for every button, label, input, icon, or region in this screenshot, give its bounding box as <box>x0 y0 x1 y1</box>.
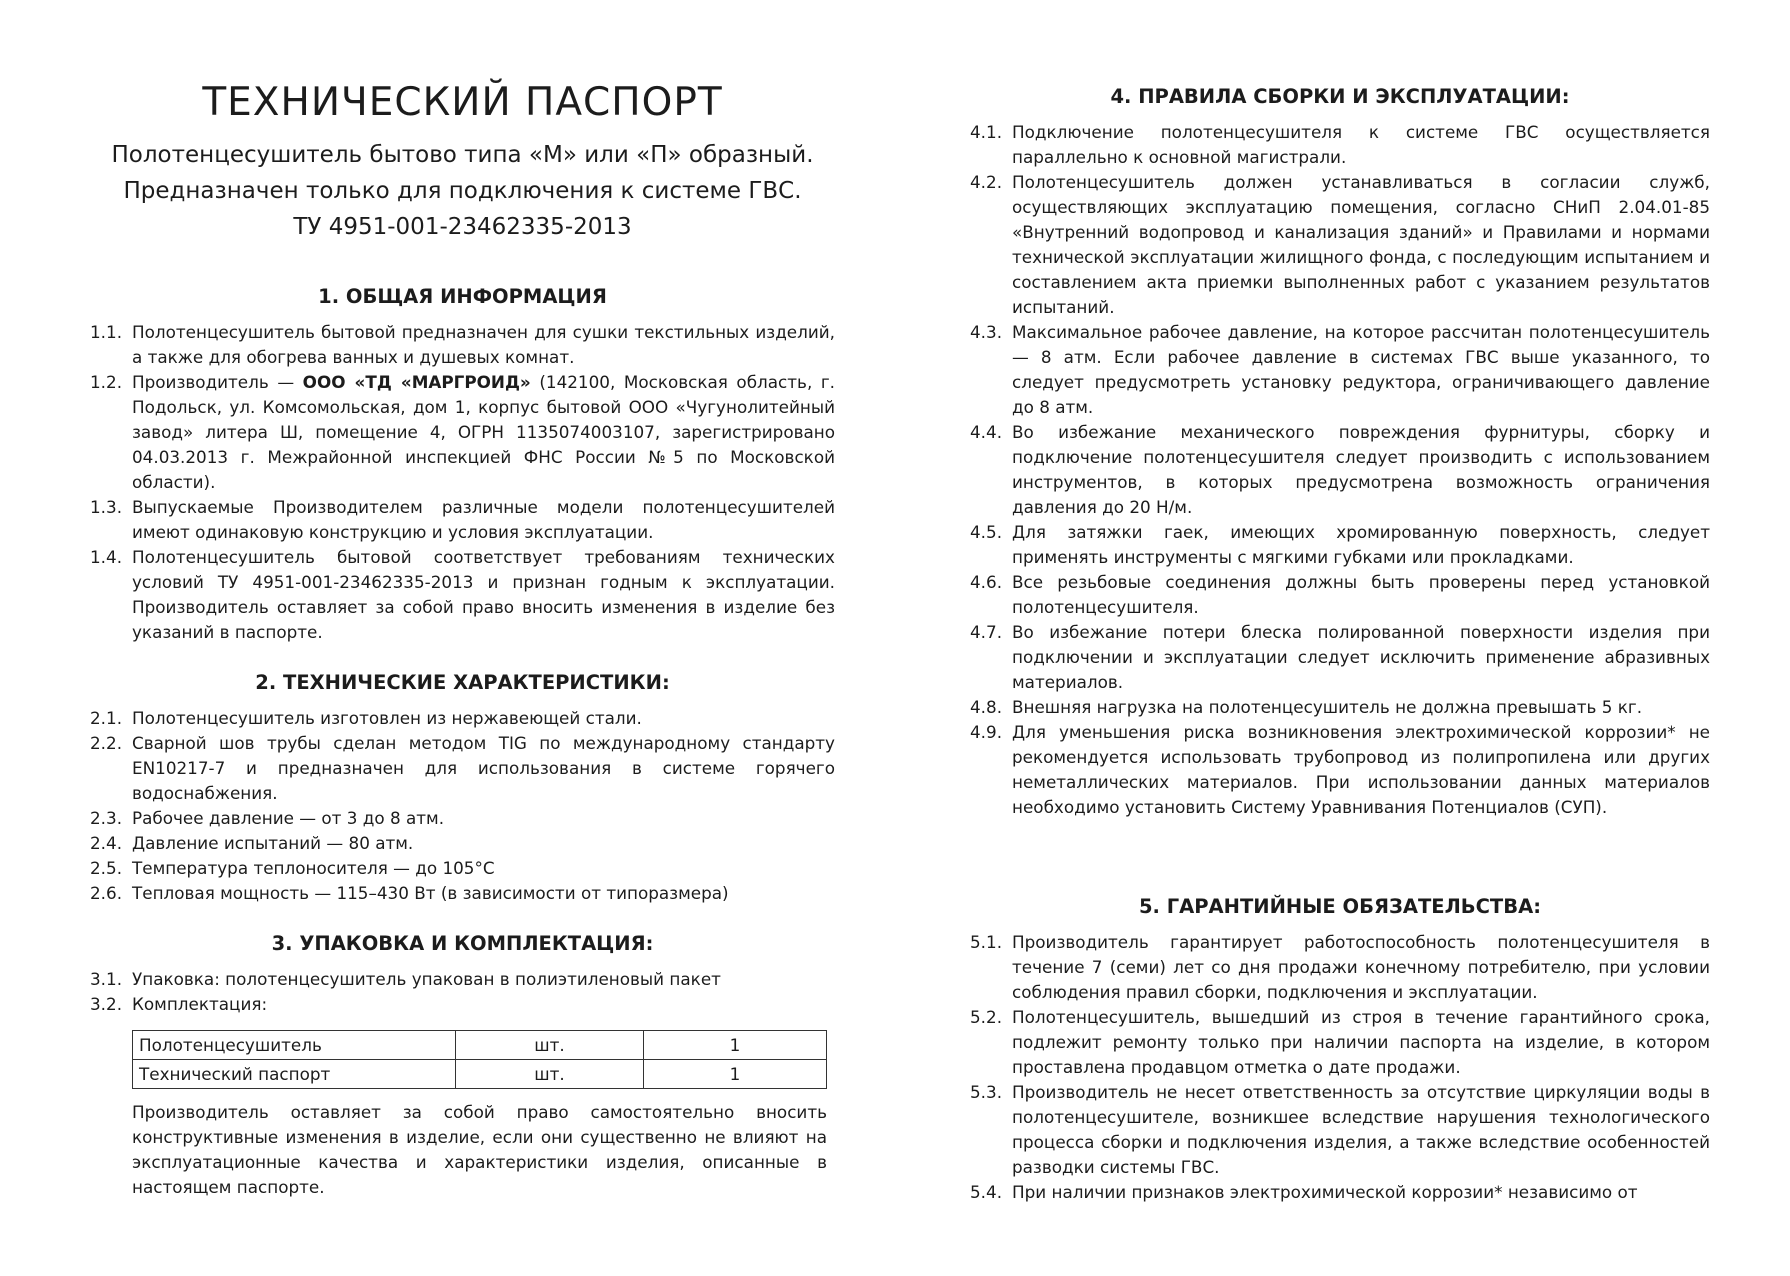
subtitle-line-1: Полотенцесушитель бытово типа «М» или «П» образный. <box>111 142 814 168</box>
list-item <box>90 881 835 906</box>
item-text: Подключение полотенцесушителя к системе ГВС осуществляется параллельно к основной магистрали. <box>1012 122 1710 167</box>
item-text: Давление испытаний — 80 атм. <box>132 833 414 853</box>
item-text: Тепловая мощность — 115–430 Вт (в зависимости от типоразмера) <box>132 883 729 903</box>
section-3-list <box>90 967 835 1017</box>
table-row <box>133 1060 827 1089</box>
item-text: Выпускаемые Производителем различные модели полотенцесушителей имеют одинаковую конструкцию и условия эксплуатации. <box>132 497 835 542</box>
item-number: 1.1. <box>90 322 123 342</box>
item-text: При наличии признаков электрохимической коррозии* независимо от <box>1012 1182 1638 1202</box>
section-4-list <box>970 120 1710 820</box>
item-number: 4.6. <box>970 572 1003 592</box>
item-number: 1.2. <box>90 372 123 392</box>
item-text: Сварной шов трубы сделан методом TIG по международному стандарту EN10217-7 и предназначен для использования в системе горячего водоснабжения. <box>132 733 835 803</box>
list-item <box>90 545 835 645</box>
item-text: Температура теплоносителя — до 105°C <box>132 858 495 878</box>
item-number: 2.2. <box>90 733 123 753</box>
list-item <box>90 831 835 856</box>
item-text: Полотенцесушитель бытовой соответствует требованиям технических условий ТУ 4951-001-23462335-2013 и признан годным к эксплуатации. Производитель оставляет за собой право вносить изменения в изделие без указаний в паспорте. <box>132 547 835 642</box>
item-text: Внешняя нагрузка на полотенцесушитель не должна превышать 5 кг. <box>1012 697 1643 717</box>
list-item <box>90 806 835 831</box>
item-number: 4.3. <box>970 322 1003 342</box>
item-number: 5.2. <box>970 1007 1003 1027</box>
item-number: 4.8. <box>970 697 1003 717</box>
item-number: 5.3. <box>970 1082 1003 1102</box>
list-item <box>970 695 1710 720</box>
list-item <box>970 1080 1710 1180</box>
list-item <box>90 992 835 1017</box>
list-item <box>90 967 835 992</box>
list-item <box>970 170 1710 320</box>
item-number: 1.4. <box>90 547 123 567</box>
section-5-list <box>970 930 1710 1205</box>
list-item <box>970 120 1710 170</box>
kit-item-name: Технический паспорт <box>133 1060 456 1089</box>
section-3-heading: 3. УПАКОВКА И КОМПЛЕКТАЦИЯ: <box>271 932 654 955</box>
item-text: Во избежание потери блеска полированной поверхности изделия при подключении и эксплуатации следует исключить применение абразивных материалов. <box>1012 622 1710 692</box>
item-number: 1.3. <box>90 497 123 517</box>
subtitle-line-3: ТУ 4951-001-23462335-2013 <box>293 214 632 240</box>
item-number: 4.7. <box>970 622 1003 642</box>
item-number: 2.4. <box>90 833 123 853</box>
item-number: 2.5. <box>90 858 123 878</box>
list-item <box>970 570 1710 620</box>
item-text: Производитель гарантирует работоспособность полотенцесушителя в течение 7 (семи) лет со дня продажи конечному потребителю, при условии соблюдения правил сборки, подключения и эксплуатации. <box>1012 932 1710 1002</box>
item-text: Во избежание механического повреждения фурнитуры, сборку и подключение полотенцесушителя следует производить с использованием инструментов, в которых предусмотрена возможность ограничения давления до 20 Н/м. <box>1012 422 1710 517</box>
manufacturer-name: ООО «ТД «МАРГРОИД» <box>302 372 531 392</box>
item-text: Для затяжки гаек, имеющих хромированную поверхность, следует применять инструменты с мягкими губками или прокладками. <box>1012 522 1710 567</box>
item-text: Полотенцесушитель, вышедший из строя в течение гарантийного срока, подлежит ремонту только при наличии паспорта на изделие, в котором проставлена продавцом отметка о дате продажи. <box>1012 1007 1710 1077</box>
page-title: ТЕХНИЧЕСКИЙ ПАСПОРТ <box>202 80 723 125</box>
section-2-list <box>90 706 835 906</box>
list-item <box>970 520 1710 570</box>
section-4-heading: 4. ПРАВИЛА СБОРКИ И ЭКСПЛУАТАЦИИ: <box>1110 85 1570 108</box>
item-number: 4.1. <box>970 122 1003 142</box>
section-1-list <box>90 320 835 645</box>
subtitle-line-2: Предназначен только для подключения к системе ГВС. <box>123 178 802 204</box>
kit-item-qty: 1 <box>644 1060 827 1089</box>
item-number: 4.5. <box>970 522 1003 542</box>
kit-item-unit: шт. <box>456 1060 644 1089</box>
list-item <box>90 495 835 545</box>
item-text: Рабочее давление — от 3 до 8 атм. <box>132 808 445 828</box>
item-text: Все резьбовые соединения должны быть проверены перед установкой полотенцесушителя. <box>1012 572 1710 617</box>
item-number: 2.3. <box>90 808 123 828</box>
item-text: (142100, Московская область, г. Подольск, ул. Комсомольская, дом 1, корпус бытовой ООО «Чугунолитейный завод» литера Ш, помещение 4, ОГРН 1135074003107, зарегистрировано 04.03.2013 г. Межрайонной инспекцией ФНС России №5 по Московской области). <box>132 372 835 492</box>
list-item <box>90 370 835 495</box>
kit-item-qty: 1 <box>644 1031 827 1060</box>
list-item <box>970 930 1710 1005</box>
kit-note: Производитель оставляет за собой право самостоятельно вносить конструктивные изменения в изделие, если они существенно не влияют на эксплуатационные качества и характеристики изделия, описанные в настоящем паспорте. <box>132 1102 827 1197</box>
list-item <box>970 1005 1710 1080</box>
list-item <box>970 720 1710 820</box>
item-text: Полотенцесушитель должен устанавливаться в согласии служб, осуществляющих эксплуатацию помещения, согласно СНиП 2.04.01-85 «Внутренний водопровод и канализация зданий» и Правилами и нормами технической эксплуатации жилищного фонда, с последующим испытанием и составлением акта приемки выполненных работ с указанием результатов испытаний. <box>1012 172 1710 317</box>
list-item <box>970 420 1710 520</box>
item-text: Для уменьшения риска возникновения электрохимической коррозии* не рекомендуется использовать трубопровод из полипропилена или других неметаллических материалов. При использовании данных материалов необходимо установить Систему Уравнивания Потенциалов (СУП). <box>1012 722 1710 817</box>
item-text: Комплектация: <box>132 994 268 1014</box>
item-number: 5.1. <box>970 932 1003 952</box>
list-item <box>90 856 835 881</box>
item-text: Максимальное рабочее давление, на которое рассчитан полотенцесушитель — 8 атм. Если рабочее давление в системах ГВС выше указанного, то следует предусмотреть установку редуктора, ограничивающего давление до 8 атм. <box>1012 322 1710 417</box>
item-number: 4.2. <box>970 172 1003 192</box>
list-item <box>90 320 835 370</box>
item-number: 2.6. <box>90 883 123 903</box>
kit-table <box>132 1030 827 1089</box>
list-item <box>90 731 835 806</box>
item-number: 3.1. <box>90 969 123 989</box>
item-number: 4.4. <box>970 422 1003 442</box>
item-text: Производитель — <box>132 372 303 392</box>
kit-item-unit: шт. <box>456 1031 644 1060</box>
section-5-heading: 5. ГАРАНТИЙНЫЕ ОБЯЗАТЕЛЬСТВА: <box>1138 895 1541 918</box>
item-text: Полотенцесушитель изготовлен из нержавеющей стали. <box>132 708 642 728</box>
item-number: 4.9. <box>970 722 1003 742</box>
section-2-heading: 2. ТЕХНИЧЕСКИЕ ХАРАКТЕРИСТИКИ: <box>255 671 670 694</box>
item-text: Производитель не несет ответственность за отсутствие циркуляции воды в полотенцесушителе, возникшее вследствие нарушения технологического процесса сборки и подключения изделия, а также вследствие особенностей разводки системы ГВС. <box>1012 1082 1710 1177</box>
list-item <box>970 620 1710 695</box>
list-item <box>90 706 835 731</box>
item-number: 3.2. <box>90 994 123 1014</box>
list-item <box>970 1180 1710 1205</box>
item-text: Полотенцесушитель бытовой предназначен для сушки текстильных изделий, а также для обогрева ванных и душевых комнат. <box>132 322 835 367</box>
item-number: 5.4. <box>970 1182 1003 1202</box>
table-row <box>133 1031 827 1060</box>
list-item <box>970 320 1710 420</box>
item-text: Упаковка: полотенцесушитель упакован в полиэтиленовый пакет <box>132 969 721 989</box>
kit-item-name: Полотенцесушитель <box>133 1031 456 1060</box>
item-number: 2.1. <box>90 708 123 728</box>
section-1-heading: 1. ОБЩАЯ ИНФОРМАЦИЯ <box>318 285 607 308</box>
